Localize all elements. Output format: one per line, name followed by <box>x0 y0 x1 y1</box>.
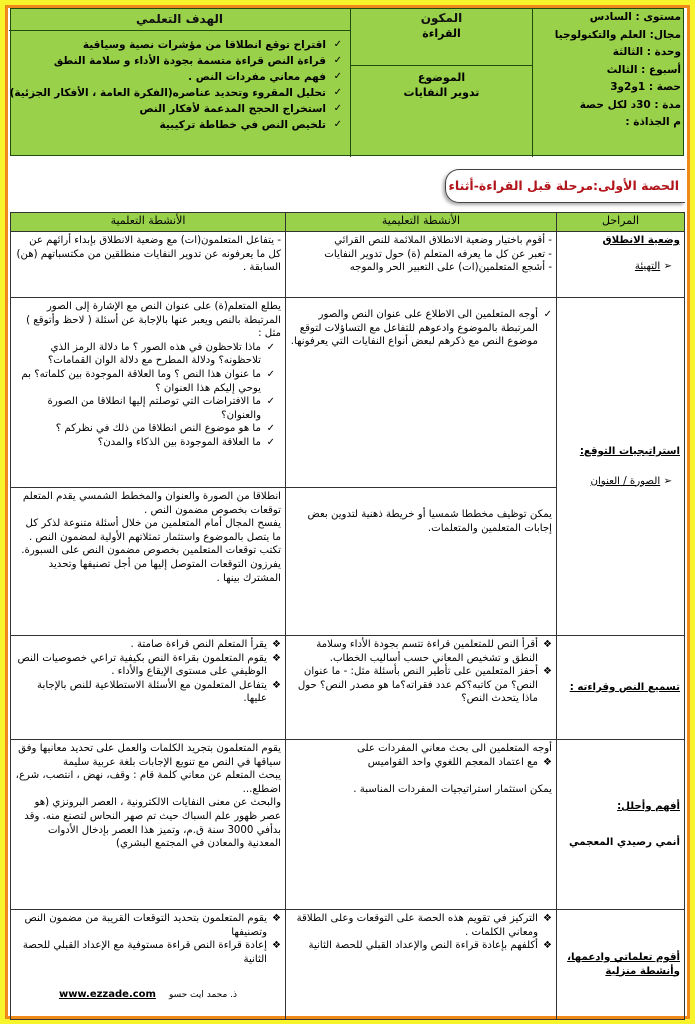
diamond-bullet-icon: ❖ <box>272 913 281 924</box>
objective-item: ✓ تلخيص النص في خطاطة تركيبية <box>159 119 342 131</box>
footer-credit <box>15 988 281 1003</box>
objectives-title: الهدف التعلمي <box>9 9 350 31</box>
table-row <box>11 232 685 298</box>
objective-item: ✓ تحليل المقروء وتحديد عناصره(الفكرة العامة ، الأفكار الجزئية) <box>9 87 342 99</box>
learning-line: ❖ يقوم المتعلمون بقراءة النص بكيفية تراعي خصوصيات النص الوظيفي على مستوى الإيقاع والأداء . <box>17 652 281 678</box>
diamond-bullet-icon: ❖ <box>543 913 552 924</box>
meta-level: مستوى : السادس <box>589 11 681 23</box>
checkmark-icon: ✓ <box>266 341 275 353</box>
table-header-row <box>11 213 685 232</box>
checkmark-icon: ✓ <box>333 87 342 98</box>
lesson-table <box>10 212 685 1020</box>
stage-cell <box>557 298 685 636</box>
learning-line: تكتب توقعات المتعلمين بخصوص مضمون النص على السبورة. <box>21 545 281 557</box>
learning-cell <box>11 636 286 740</box>
topic-value: تدوير النفايات <box>403 86 480 99</box>
learning-cell <box>11 488 286 636</box>
diamond-bullet-icon: ❖ <box>543 666 552 678</box>
learning-cell <box>11 910 286 1020</box>
lesson-objectives <box>9 9 350 157</box>
meta-domain: مجال: العلم والتكنولوجيا <box>554 28 681 41</box>
teaching-line: - أشجع المتعلمين(ات) على التعبير الحر والموجه <box>349 262 552 274</box>
col-learning-header: الأنشطة التعلمية <box>11 213 286 232</box>
learning-cell <box>11 740 286 910</box>
stage-title: استراتيجيات التوقع: <box>579 445 680 457</box>
stage-title: وضعية الانطلاق <box>602 235 680 246</box>
stage-title: أفهم وأحلل: <box>617 800 680 812</box>
website-link[interactable]: www.ezzade.com <box>58 989 156 1001</box>
teaching-line: - أقوم باختيار وضعية الانطلاق الملائمة للنص القرائي <box>334 235 552 246</box>
checkmark-icon: ✓ <box>333 55 342 66</box>
meta-sheet-number: م الجذاذة : <box>625 116 681 128</box>
diamond-bullet-icon: ❖ <box>272 679 281 691</box>
lesson-meta <box>533 9 683 157</box>
checkmark-icon: ✓ <box>333 71 342 82</box>
teaching-cell <box>286 232 557 298</box>
learning-line: ❖ يقوم المتعلمون بتحديد التوقعات القريبة من مضمون النص وتصنيفها <box>24 913 281 938</box>
stage-title: أقوم تعلماتي وادعمها، وأنشطة منزلية <box>567 951 680 977</box>
learning-cell <box>11 298 286 488</box>
teaching-line: ❖ أقرأ النص للمتعلمين قراءة تتسم بجودة الأداء وسلامة النطق و تشخيص المعاني حسب أساليب الخطاب. <box>316 639 552 664</box>
teaching-cell <box>286 910 557 1020</box>
checkmark-icon: ✓ <box>266 368 275 380</box>
learning-line: ❖ يقرأ المتعلم النص قراءة صامتة . <box>130 639 281 650</box>
checkmark-icon: ✓ <box>543 309 552 320</box>
teaching-cell <box>286 488 557 636</box>
col-stages-header: المراحل <box>557 213 685 232</box>
checkmark-icon: ✓ <box>266 396 275 408</box>
stage-substage: ➢ الصورة / العنوان <box>590 475 672 487</box>
stage-cell <box>557 232 685 298</box>
stage-cell <box>557 910 685 1020</box>
teaching-line: ❖ التركيز في تقويم هذه الحصة على التوقعات وعلى الطلاقة ومعاني الكلمات . <box>296 913 552 938</box>
teaching-line: أوجه المتعلمين الى بحث معاني المفردات على <box>357 743 552 754</box>
stage-cell <box>557 636 685 740</box>
diamond-bullet-icon: ❖ <box>543 756 552 768</box>
question-item: ✓ ما الافتراضات التي توصلتم إليها انطلاقا من الصورة والعنوان؟ <box>47 396 275 421</box>
learning-line: انطلاقا من الصورة والعنوان والمخطط الشمسي يقدم المتعلم توقعات بخصوص مضمون النص . <box>22 491 281 516</box>
stage-title: تسميع النص وقراءته : <box>569 681 680 693</box>
meta-duration: مدة : 30د لكل حصة <box>579 98 681 111</box>
learning-cell: - يتفاعل المتعلمون(ات) مع وضعية الانطلاق بإبداء أرائهم عن كل ما يعرفونه عن تدوير النفايات منطلقين من مكتسباتهم (هن) السابقة . <box>11 232 286 298</box>
diamond-bullet-icon: ❖ <box>543 639 552 650</box>
topic-title: الموضوع <box>351 65 532 84</box>
table-row <box>11 636 685 740</box>
learning-line: يبحث المتعلم عن معاني كلمة قام : وقف، نهض ، انتصب، شرع، اضطلع... <box>15 770 281 795</box>
question-item: ✓ ما هو موضوع النص انطلاقا من ذلك في نظركم ؟ <box>55 423 275 435</box>
teaching-note: يمكن استثمار استراتيجيات المفردات المناسبة . <box>353 784 552 796</box>
teaching-line: ❖ أكلفهم بإعادة قراءة النص والإعداد القبلي للحصة الثانية <box>308 940 552 952</box>
component-value: القراءة <box>422 27 461 40</box>
objective-item: ✓ استخراج الحجج المدعمة لأفكار النص <box>139 103 342 115</box>
diamond-bullet-icon: ❖ <box>272 940 281 952</box>
checkmark-icon: ✓ <box>266 436 275 448</box>
diamond-bullet-icon: ❖ <box>272 652 281 664</box>
question-item: ✓ ماذا تلاحظون في هذه الصور ؟ ما دلالة الرمز الذي تلاحظونه؟ ودلالة المطرح مع دلالة الوان القمامات؟ <box>47 341 275 367</box>
stage-substage: ➢ التهيئة <box>634 260 672 272</box>
stage-substage: أنمي رصيدي المعجمي <box>568 836 680 848</box>
table-row <box>11 910 685 1020</box>
teaching-line: ❖ مع اعتماد المعجم اللغوي واحد القواميس <box>367 756 552 768</box>
teaching-line: - تعبر عن كل ما يعرفه المتعلم (ة) حول تدوير النفايات <box>324 248 552 260</box>
lesson-component <box>350 9 533 157</box>
col-teaching-header: الأنشطة التعليمية <box>286 213 557 232</box>
checkmark-icon: ✓ <box>333 39 342 50</box>
learning-line: يقوم المتعلمون بتجريد الكلمات والعمل على تحديد معانيها وفق سياقها في النص مع تنويع الإجابات بلغة عربية سليمة <box>18 743 281 768</box>
arrow-bullet-icon: ➢ <box>663 475 672 487</box>
table-row <box>11 298 685 488</box>
objective-item: ✓ قراءة النص قراءة متسمة بجودة الأداء و سلامة النطق <box>53 55 342 67</box>
arrow-bullet-icon: ➢ <box>663 260 672 272</box>
lesson-header <box>10 8 684 156</box>
checkmark-icon: ✓ <box>333 119 342 130</box>
teaching-cell <box>286 740 557 910</box>
component-title: المكون <box>420 11 463 25</box>
learning-line: ❖ إعادة قراءة النص قراءة مستوفية مع الإعداد القبلي للحصة الثانية <box>22 940 281 965</box>
teaching-line: ❖ أحفز المتعلمين على تأطير النص بأسئلة مثل: - ما عنوان النص؟ من كاتبه؟كم عدد فقراته؟ما هو مصدر النص؟ حول ماذا يتحدث النص؟ <box>297 666 552 705</box>
teaching-cell <box>286 636 557 740</box>
teaching-cell <box>286 298 557 488</box>
checkmark-icon: ✓ <box>266 423 275 435</box>
objective-item: ✓ فهم معاني مفردات النص . <box>188 71 342 83</box>
teaching-line: يمكن توظيف مخططا شمسيا أو خريطة ذهنية لتدوين بعض إجابات المتعلمين والمتعلمات. <box>307 509 552 534</box>
stage-cell <box>557 740 685 910</box>
question-item: ✓ ما عنوان هذا النص ؟ وما العلاقة الموجودة بين كلماته؟ بم يوحي إليكم هذا العنوان ؟ <box>21 368 275 394</box>
learning-line: يفرزون التوقعات المتوصل إليها من أجل تصنيفها وتحديد المشترك بينها . <box>48 558 281 584</box>
author-name: ذ. محمد ايت حسو <box>168 990 238 1001</box>
teaching-line: ✓ أوجه المتعلمين الى الاطلاع على عنوان النص والصور المرتبطة بالموضوع وادعوهم للتفاعل مع التساؤلات لتوقع موضوع النص مع ذكرهم لبعض أنواع النفايات التي يعرفونها. <box>290 309 552 348</box>
question-item: ✓ ما العلاقة الموجودة بين الذكاء والمدن؟ <box>97 436 275 448</box>
diamond-bullet-icon: ❖ <box>272 639 281 650</box>
meta-week: أسبوع : الثالث <box>606 63 681 76</box>
meta-session: حصة : 1و2و3 <box>610 81 681 93</box>
meta-unit: وحدة : الثالثة <box>612 46 681 58</box>
session-title: الحصة الأولى:مرحلة قبل القراءة-أثناء <box>445 169 685 203</box>
learning-intro: يطلع المتعلم(ة) على عنوان النص مع الإشارة إلى الصور المرتبطة بالنص ويعبر عنها بالإجابة عن أسئلة ( لاحظ وأتوقع ) مثل : <box>26 301 281 340</box>
learning-line: يفسح المجال أمام المتعلمين من خلال أسئلة متنوعة لذكر كل ما يتصل بالموضوع واستثمار تمثلاتهم الأولية لمضمون النص . <box>25 518 281 543</box>
table-row <box>11 740 685 910</box>
checkmark-icon: ✓ <box>333 103 342 114</box>
diamond-bullet-icon: ❖ <box>543 940 552 952</box>
learning-line: ❖ يتفاعل المتعلمون مع الأسئلة الاستطلاعية للنص بالإجابة عليها. <box>37 679 281 705</box>
objective-item: ✓ اقتراح توقع انطلاقا من مؤشرات نصية وسياقية <box>82 39 342 51</box>
learning-line: والبحث عن معنى النفايات الالكترونية ، العصر البرونزي (هو عصر ظهور علم السباك حيث تم صهر النحاس لتصنع منه. وقد بدأفي 3000 سنة ق.م، وتميز هذا العصر بإدخال الأدوات المعدنية والمعادن في المجتمع البشري) <box>24 797 281 850</box>
